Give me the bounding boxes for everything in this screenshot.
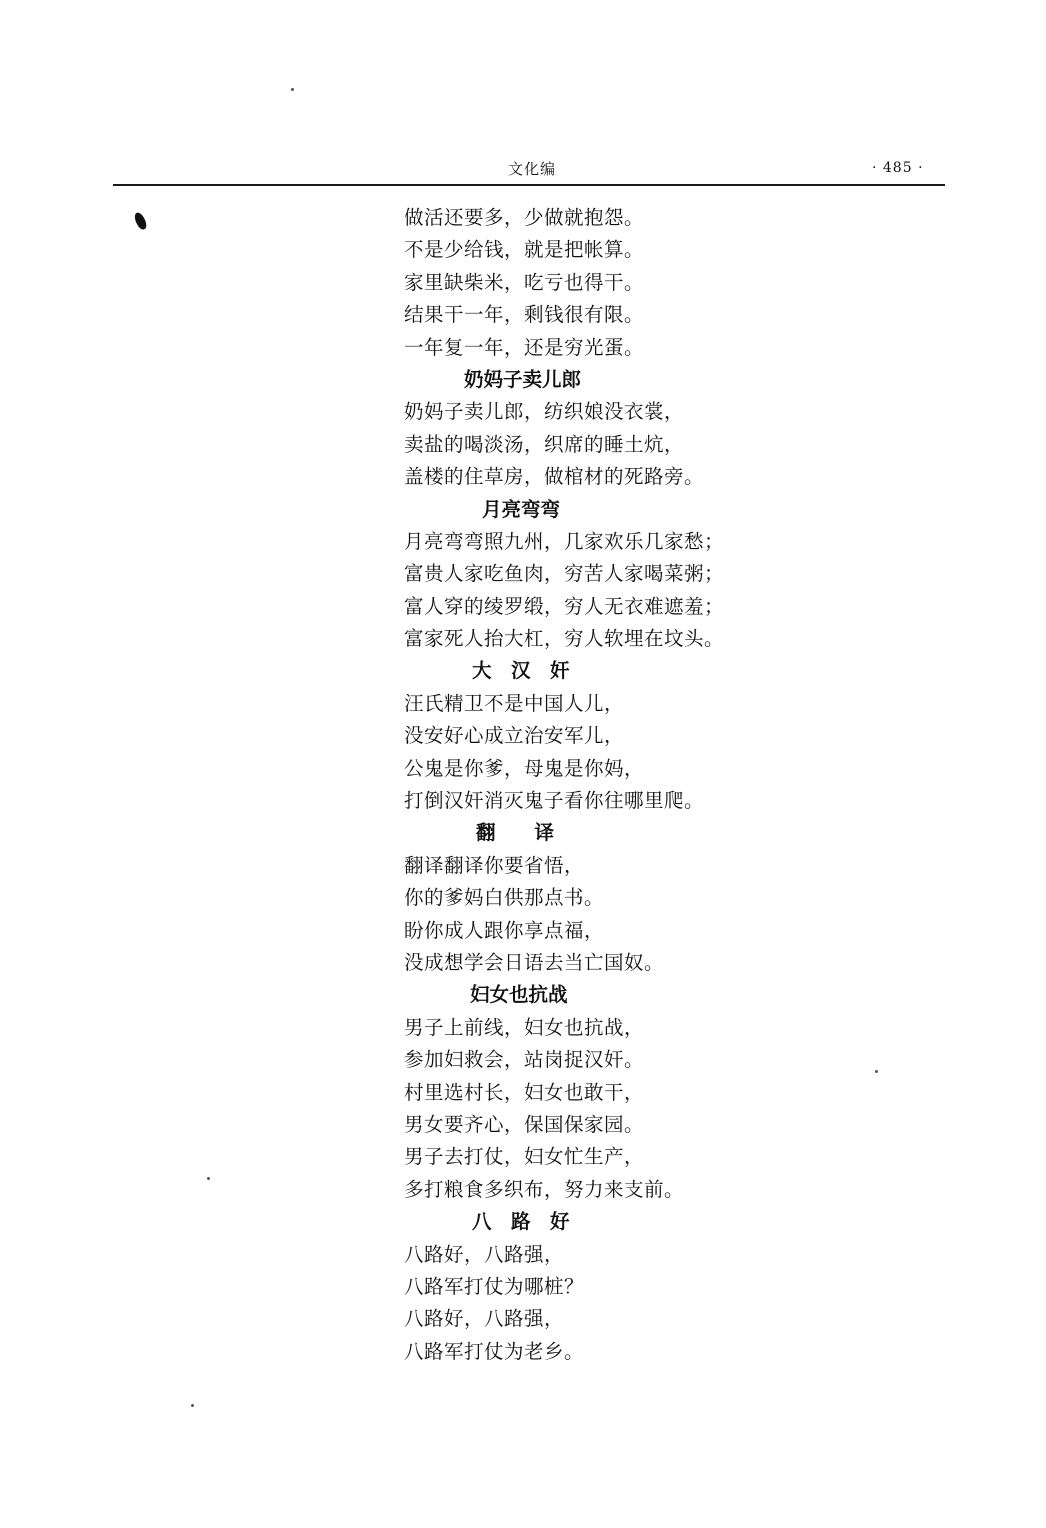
poem-line: 八路好，八路强， bbox=[404, 1242, 565, 1266]
poem-line: 富人穿的绫罗缎，穷人无衣难遮羞； bbox=[404, 594, 725, 618]
poem-title: 月亮弯弯 bbox=[482, 497, 561, 521]
poem-line: 盖楼的住草房，做棺材的死路旁。 bbox=[404, 465, 705, 489]
poem-section bbox=[404, 202, 824, 364]
poem-section bbox=[404, 364, 824, 494]
poem-section bbox=[404, 817, 824, 979]
speck bbox=[875, 1070, 878, 1073]
header-rule bbox=[113, 184, 945, 186]
poem-line: 汪氏精卫不是中国人儿， bbox=[404, 691, 625, 715]
poem-line: 结果干一年，剩钱很有限。 bbox=[404, 303, 645, 327]
poem-line: 八路好，八路强， bbox=[404, 1307, 565, 1331]
poem-line: 不是少给钱，就是把帐算。 bbox=[404, 238, 645, 262]
poem-title: 妇女也抗战 bbox=[470, 983, 568, 1007]
poem-section bbox=[404, 979, 824, 1206]
speck bbox=[291, 88, 294, 91]
poem-title: 奶妈子卖儿郎 bbox=[464, 367, 582, 391]
poem-line: 没安好心成立治安军儿， bbox=[404, 724, 625, 748]
poem-body bbox=[404, 202, 824, 1368]
poem-line: 村里选村长，妇女也敢干， bbox=[404, 1080, 645, 1104]
poem-line: 你的爹妈白供那点书。 bbox=[404, 886, 605, 910]
poem-title: 八 路 好 bbox=[472, 1210, 570, 1234]
poem-line: 奶妈子卖儿郎，纺织娘没衣裳， bbox=[404, 400, 685, 424]
poem-line: 八路军打仗为老乡。 bbox=[404, 1339, 585, 1363]
poem-line: 打倒汉奸消灭鬼子看你往哪里爬。 bbox=[404, 789, 705, 813]
poem-line: 家里缺柴米，吃亏也得干。 bbox=[404, 270, 645, 294]
poem-title: 翻 译 bbox=[476, 821, 555, 845]
poem-line: 月亮弯弯照九州，几家欢乐几家愁； bbox=[404, 529, 725, 553]
poem-line: 男子去打仗，妇女忙生产， bbox=[404, 1145, 645, 1169]
poem-section bbox=[404, 494, 824, 656]
poem-line: 富贵人家吃鱼肉，穷苦人家喝菜粥； bbox=[404, 562, 725, 586]
poem-line: 八路军打仗为哪桩？ bbox=[404, 1274, 585, 1298]
poem-line: 盼你成人跟你享点福， bbox=[404, 918, 605, 942]
speck bbox=[207, 1177, 210, 1180]
running-title: 文化编 bbox=[508, 160, 557, 178]
poem-line: 参加妇救会，站岗捉汉奸。 bbox=[404, 1048, 645, 1072]
poem-line: 做活还要多，少做就抱怨。 bbox=[404, 206, 645, 229]
poem-line: 没成想学会日语去当亡国奴。 bbox=[404, 950, 665, 974]
speck bbox=[191, 1404, 194, 1407]
page-header bbox=[0, 0, 1046, 190]
poem-line: 男女要齐心，保国保家园。 bbox=[404, 1112, 645, 1136]
poem-title: 大 汉 奸 bbox=[472, 659, 570, 683]
ink-mark bbox=[133, 211, 149, 231]
poem-section bbox=[404, 655, 824, 817]
poem-line: 公鬼是你爹，母鬼是你妈， bbox=[404, 756, 645, 780]
poem-line: 男子上前线，妇女也抗战， bbox=[404, 1015, 645, 1039]
poem-line: 卖盐的喝淡汤，织席的睡土炕， bbox=[404, 432, 685, 456]
poem-line: 翻译翻译你要省悟， bbox=[404, 853, 585, 877]
poem-section bbox=[404, 1206, 824, 1368]
poem-line: 一年复一年，还是穷光蛋。 bbox=[404, 335, 645, 359]
page-number: · 485 · bbox=[872, 160, 924, 176]
poem-line: 多打粮食多织布，努力来支前。 bbox=[404, 1177, 685, 1201]
poem-line: 富家死人抬大杠，穷人软埋在坟头。 bbox=[404, 627, 725, 651]
